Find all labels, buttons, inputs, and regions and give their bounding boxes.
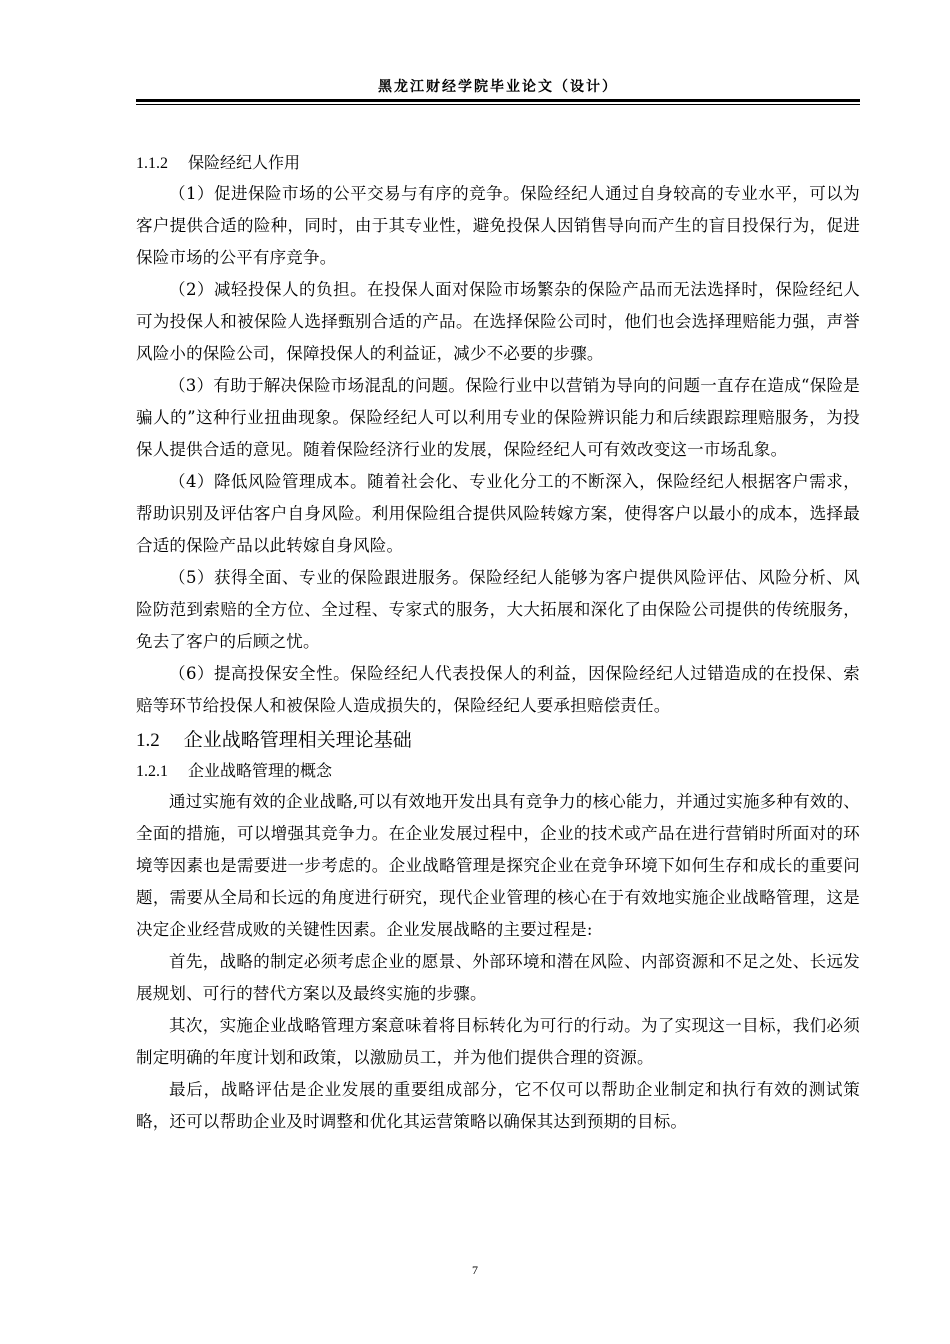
page-content (136, 148, 860, 1138)
paragraph: （4）降低风险管理成本。随着社会化、专业化分工的不断深入，保险经纪人根据客户需求，帮助识别及评估客户自身风险。利用保险组合提供风险转嫁方案，使得客户以最小的成本，选择最合适的保险产品以此转嫁自身风险。 (136, 472, 860, 555)
heading-number: 1.1.2 (136, 155, 168, 172)
paragraph: 其次，实施企业战略管理方案意味着将目标转化为可行的行动。为了实现这一目标，我们必须制定明确的年度计划和政策，以激励员工，并为他们提供合理的资源。 (136, 1016, 860, 1067)
header-rule-thick (136, 99, 860, 102)
heading-1-2 (136, 724, 860, 756)
paragraph: （3）有助于解决保险市场混乱的问题。保险行业中以营销为导向的问题一直存在造成“保险是骗人的”这种行业扭曲现象。保险经纪人可以利用专业的保险辨识能力和后续跟踪理赔服务，为投保人提供合适的意见。随着保险经济行业的发展，保险经纪人可有效改变这一市场乱象。 (136, 376, 860, 459)
heading-1-1-2 (136, 148, 860, 178)
heading-number: 1.2.1 (136, 763, 168, 780)
heading-title: 企业战略管理相关理论基础 (183, 729, 412, 751)
heading-title: 保险经纪人作用 (188, 153, 301, 172)
paragraph: 最后，战略评估是企业发展的重要组成部分，它不仅可以帮助企业制定和执行有效的测试策略，还可以帮助企业及时调整和优化其运营策略以确保其达到预期的目标。 (136, 1080, 860, 1131)
paragraph: （5）获得全面、专业的保险跟进服务。保险经纪人能够为客户提供风险评估、风险分析、风险防范到索赔的全方位、全过程、专家式的服务，大大拓展和深化了由保险公司提供的传统服务，免去了客户的后顾之忧。 (136, 568, 860, 651)
paragraph: 首先，战略的制定必须考虑企业的愿景、外部环境和潜在风险、内部资源和不足之处、长远发展规划、可行的替代方案以及最终实施的步骤。 (136, 952, 860, 1003)
page-number: 7 (472, 1263, 478, 1277)
paragraph: （6）提高投保安全性。保险经纪人代表投保人的利益，因保险经纪人过错造成的在投保、索赔等环节给投保人和被保险人造成损失的，保险经纪人要承担赔偿责任。 (136, 664, 860, 715)
heading-title: 企业战略管理的概念 (188, 761, 333, 780)
heading-1-2-1 (136, 756, 860, 786)
header-rule-thin (136, 104, 860, 105)
paragraph: （2）减轻投保人的负担。在投保人面对保险市场繁杂的保险产品而无法选择时，保险经纪人可为投保人和被保险人选择甄别合适的产品。在选择保险公司时，他们也会选择理赔能力强，声誉风险小的保险公司，保障投保人的利益证，减少不必要的步骤。 (136, 280, 860, 363)
page-header: 黑龙江财经学院毕业论文（设计） (378, 79, 618, 95)
paragraph: （1）促进保险市场的公平交易与有序的竞争。保险经纪人通过自身较高的专业水平，可以为客户提供合适的险种，同时，由于其专业性，避免投保人因销售导向而产生的盲目投保行为，促进保险市场的公平有序竞争。 (136, 184, 860, 267)
paragraph: 通过实施有效的企业战略,可以有效地开发出具有竞争力的核心能力，并通过实施多种有效的、全面的措施，可以增强其竞争力。在企业发展过程中，企业的技术或产品在进行营销时所面对的环境等因素也是需要进一步考虑的。企业战略管理是探究企业在竞争环境下如何生存和成长的重要问题，需要从全局和长远的角度进行研究，现代企业管理的核心在于有效地实施企业战略管理，这是决定企业经营成败的关键性因素。企业发展战略的主要过程是: (136, 792, 860, 939)
heading-number: 1.2 (136, 730, 160, 751)
